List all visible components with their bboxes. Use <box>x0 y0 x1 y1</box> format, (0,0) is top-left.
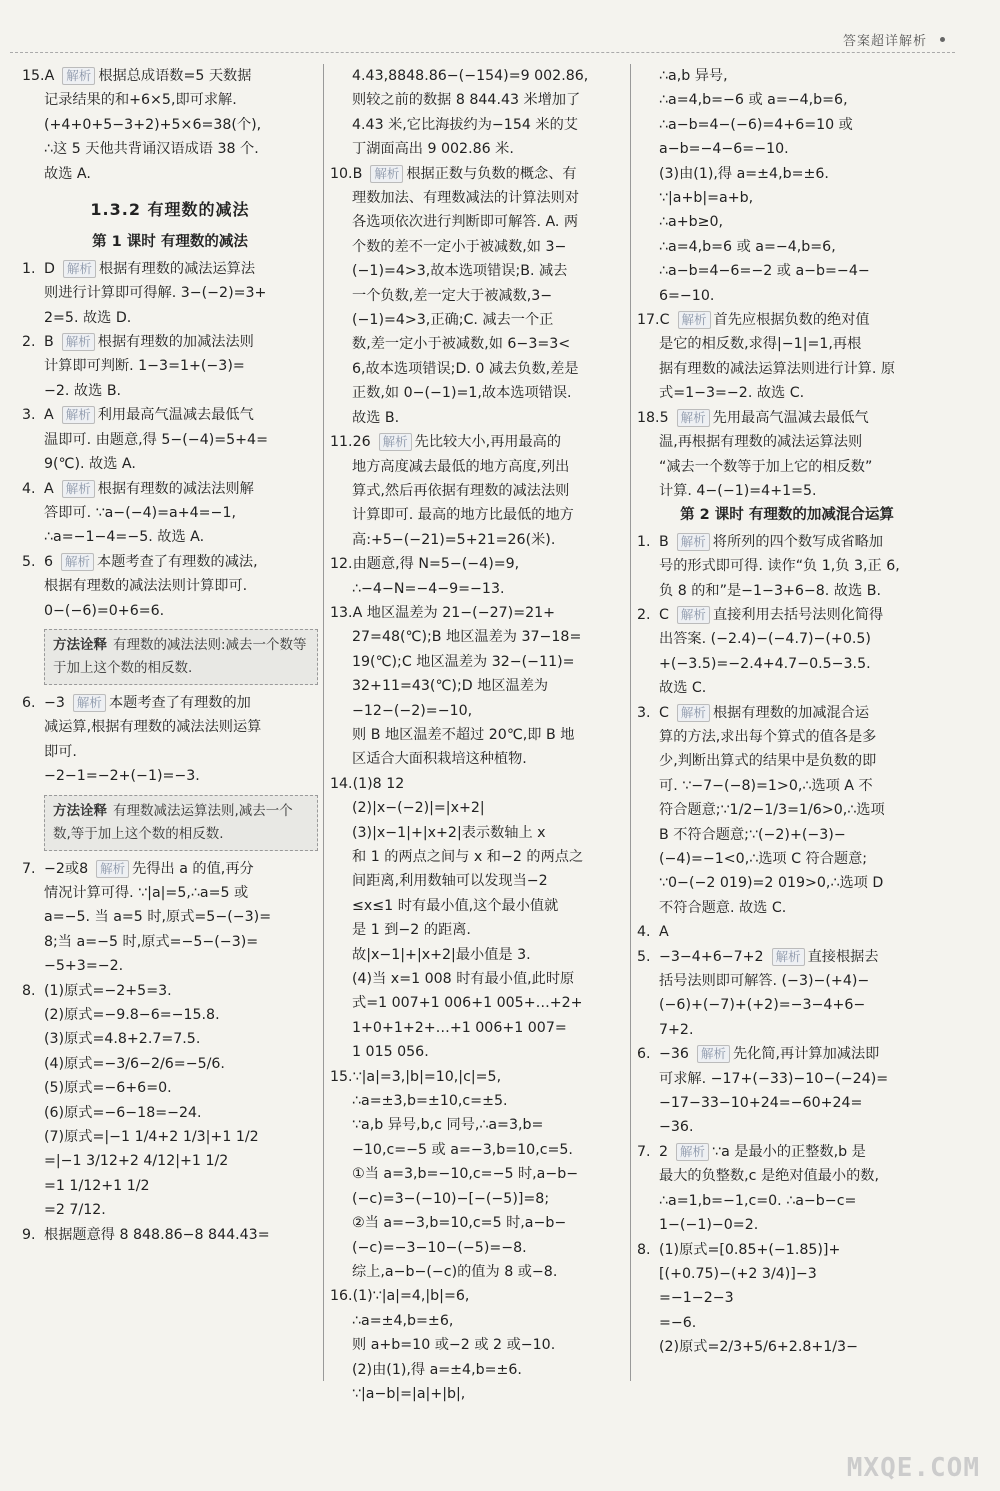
answer-line: 计算即可. 最高的地方比最低的地方 <box>352 507 574 524</box>
answer-text: A 地区温差为 21−(−27)=21+ <box>352 604 556 621</box>
answer-line: 少,判断出算式的结果中是负数的即 <box>659 753 877 770</box>
question-number: 4. <box>22 480 36 497</box>
method-tip <box>44 795 318 851</box>
question-number: 8. <box>22 982 36 999</box>
answer-line: 可. ∵−7−(−8)=1>0,∴选项 A 不 <box>659 777 873 794</box>
answer-line: 温即可. 由题意,得 5−(−4)=5+4= <box>44 431 268 448</box>
answer-line: 0−(−6)=0+6=6. <box>44 602 165 619</box>
answer-line: (7)原式=|−1 1/4+2 1/3|+1 1/2 <box>44 1129 259 1146</box>
question-number: 7. <box>637 1143 651 1160</box>
answer-value: C <box>659 704 669 721</box>
answer-line: 19(℃);C 地区温差为 32−(−11)= <box>352 653 575 670</box>
question-number: 5. <box>637 948 651 965</box>
answer-value: A <box>44 480 54 497</box>
answer-item <box>637 530 937 603</box>
answer-line: 数,差一定小于被减数,如 6−3=3< <box>352 336 571 353</box>
answer-value: −36 <box>659 1046 689 1063</box>
answer-item <box>637 603 937 701</box>
question-number: 1. <box>637 533 651 550</box>
answer-line: 温,再根据有理数的减法运算法则 <box>659 434 863 451</box>
answer-line: 区适合大面积栽培这种植物. <box>352 751 527 768</box>
question-number: 1. <box>22 260 36 277</box>
answer-line: ∵0−(−2 019)=2 019>0,∴选项 D <box>659 875 884 892</box>
question-number: 2. <box>637 606 651 623</box>
answer-line: (−c)=−3−10−(−5)=−8. <box>352 1239 527 1256</box>
answer-text: 直接利用去括号法则化简得 <box>712 606 884 623</box>
answer-line: (2)|x−(−2)|=|x+2| <box>352 800 485 817</box>
answer-line: =−6. <box>659 1314 697 1331</box>
answer-value: C <box>659 312 670 329</box>
answer-line: ∴这 5 天他共背诵汉语成语 38 个. <box>44 141 259 158</box>
answer-text: 根据总成语数=5 天数据 <box>98 68 252 84</box>
answer-line: (2)原式=2/3+5/6+2.8+1/3− <box>659 1339 858 1356</box>
answer-line: ∴a+b≥0, <box>659 214 724 231</box>
question-number: 3. <box>637 704 651 721</box>
answer-line: (3)原式=4.8+2.7=7.5. <box>44 1031 201 1048</box>
method-tip <box>44 629 318 685</box>
answer-value: A <box>44 68 55 84</box>
answer-value: 6 <box>44 553 54 570</box>
answer-item <box>22 477 318 550</box>
answer-line: ∴−4−N=−4−9=−13. <box>352 580 505 597</box>
answer-text: (1)原式=[0.85+(−1.85)]+ <box>659 1241 841 1258</box>
answer-item <box>637 1042 937 1140</box>
answer-line: ∵a,b 异号,b,c 同号,∴a=3,b= <box>352 1117 544 1134</box>
answer-item <box>22 550 318 623</box>
answer-line: ∴a=4,b=6 或 a=−4,b=6, <box>659 238 836 255</box>
answer-line: ②当 a=−3,b=10,c=5 时,a−b− <box>352 1215 567 1232</box>
answer-line: 即可. <box>44 743 77 760</box>
answer-line: 计算即可判断. 1−3=1+(−3)= <box>44 358 245 375</box>
question-number: 8. <box>637 1241 651 1258</box>
answer-text: (1)原式=−2+5=3. <box>44 982 172 999</box>
answer-line: 故选 A. <box>44 165 91 182</box>
answer-line: =|−1 3/12+2 4/12|+1 1/2 <box>44 1153 229 1170</box>
answer-line: “减去一个数等于加上它的相反数” <box>659 458 873 475</box>
question-number: 17. <box>637 312 660 329</box>
answer-line: (4)原式=−3/6−2/6=−5/6. <box>44 1055 225 1072</box>
column-left <box>22 64 318 1247</box>
answer-line: 6=−10. <box>659 287 715 304</box>
column-middle <box>330 64 624 1406</box>
answer-line: (2)由(1),得 a=±4,b=±6. <box>352 1361 522 1378</box>
answer-line: ∴a=±4,b=±6, <box>352 1312 454 1329</box>
answer-line: 故|x−1|+|x+2|最小值是 3. <box>352 946 531 963</box>
question-number: 15. <box>330 1068 353 1085</box>
answer-text: 本题考查了有理数的加 <box>108 694 251 711</box>
answer-item <box>330 772 624 1065</box>
answer-item <box>637 920 937 944</box>
answer-item <box>330 430 624 552</box>
answer-value: A <box>44 407 54 424</box>
answer-line: 负 8 的和”是−1−3+6−8. 故选 B. <box>659 582 881 599</box>
answer-line: =1 1/12+1 1/2 <box>44 1177 150 1194</box>
question-number: 14. <box>330 775 353 792</box>
answer-line: 计算. 4−(−1)=4+1=5. <box>659 482 817 499</box>
answer-text: 先化简,再计算加减法即 <box>732 1046 880 1063</box>
answer-line: 4.43 米,它比海拔约为−154 米的艾 <box>352 116 578 133</box>
question-number: 13. <box>330 604 353 621</box>
analysis-tag: 解析 <box>62 333 95 351</box>
answer-text: 4.43,8848.86−(−154)=9 002.86, <box>352 68 589 84</box>
answer-item <box>330 64 624 162</box>
question-number: 15. <box>22 68 45 84</box>
lesson-title: 第 2 课时 有理数的加减混合运算 <box>680 507 894 524</box>
answer-line: a=−5. 当 a=5 时,原式=5−(−3)= <box>44 909 272 926</box>
answer-text: ∵a 是最小的正整数,b 是 <box>712 1143 866 1160</box>
answer-line: ∴a=±3,b=±10,c=±5. <box>352 1093 508 1110</box>
answer-line: (−1)=4>3,正确;C. 减去一个正 <box>352 312 554 329</box>
answer-value: 26 <box>352 434 371 451</box>
answer-item <box>22 403 318 476</box>
answer-value: −3−4+6−7+2 <box>659 948 764 965</box>
answer-line: 不符合题意. 故选 C. <box>659 899 787 916</box>
answer-line: −36. <box>659 1119 694 1136</box>
answer-line: 可求解. −17+(−33)−10−(−24)= <box>659 1070 889 1087</box>
answer-line: 记录结果的和+6×5,即可求解. <box>44 92 237 109</box>
question-number: 10. <box>330 165 353 182</box>
answer-item <box>22 1223 318 1247</box>
answer-list <box>22 257 318 623</box>
answer-line: 则进行计算即可得解. 3−(−2)=3+ <box>44 285 267 302</box>
answer-line: 情况计算可得. ∵|a|=5,∴a=5 或 <box>44 884 249 901</box>
answer-line: 正数,如 0−(−1)=1,故本选项错误. <box>352 385 572 402</box>
answer-line: 地方高度减去最低的地方高度,列出 <box>352 458 570 475</box>
answer-item <box>22 257 318 330</box>
analysis-tag: 解析 <box>677 409 710 427</box>
answer-line: 根据有理数的减法法则计算即可. <box>44 578 248 595</box>
answer-line: (4)当 x=1 008 时有最小值,此时原 <box>352 971 575 988</box>
answer-line: 理数加法、有理数减法的计算法则对 <box>352 190 580 207</box>
answer-line: 式=1−3=−2. 故选 C. <box>659 385 805 402</box>
analysis-tag: 解析 <box>62 480 95 498</box>
question-number: 2. <box>22 334 36 351</box>
analysis-tag: 解析 <box>62 406 95 424</box>
answer-item <box>330 552 624 601</box>
answer-text: 先得出 a 的值,再分 <box>132 860 254 877</box>
analysis-tag: 解析 <box>772 948 805 966</box>
answer-line: ∵|a−b|=|a|+|b|, <box>352 1385 466 1402</box>
answer-item <box>637 308 937 406</box>
answer-line: 式=1 007+1 006+1 005+…+2+ <box>352 995 583 1012</box>
answer-text: 根据有理数的减法法则解 <box>97 480 254 497</box>
answer-value: −2或8 <box>44 860 89 877</box>
answer-value: 5 <box>659 409 669 426</box>
question-number: 7. <box>22 860 36 877</box>
answer-value: −3 <box>44 694 65 711</box>
answer-line: (−4)=−1<0,∴选项 C 符合题意; <box>659 851 868 867</box>
answer-value: D <box>44 260 55 277</box>
answer-line: 答即可. ∵a−(−4)=a+4=−1, <box>44 504 236 521</box>
answer-line: 2=5. 故选 D. <box>44 309 132 326</box>
answer-item <box>637 64 937 308</box>
answer-item <box>22 979 318 1223</box>
question-number: 12. <box>330 556 353 573</box>
analysis-tag: 解析 <box>370 165 403 183</box>
answer-text: 将所列的四个数写成省略加 <box>712 533 884 550</box>
answer-item <box>330 1284 624 1406</box>
tip-text: 有理数减法运算法则,减去一个数,等于加上这个数的相反数. <box>53 802 293 842</box>
answer-item <box>22 64 318 186</box>
answer-line: ∴a−b=4−6=−2 或 a−b=−4− <box>659 263 870 280</box>
answer-item <box>637 945 937 1043</box>
answer-line: 是 1 到−2 的距离. <box>352 922 471 939</box>
answer-line: B 不符合题意;∵(−2)+(−3)− <box>659 826 846 843</box>
answer-line: 最大的负整数,c 是绝对值最小的数, <box>659 1168 879 1185</box>
answer-value: C <box>659 606 669 623</box>
answer-line: 据有理数的减法运算法则进行计算. 原 <box>659 360 896 377</box>
answer-line: (−1)=4>3,故本选项错误;B. 减去 <box>352 263 568 280</box>
analysis-tag: 解析 <box>61 553 94 571</box>
answer-line: 丁湖面高出 9 002.86 米. <box>352 141 514 158</box>
lesson-title: 第 1 课时 有理数的减法 <box>92 234 248 251</box>
answer-line: 8;当 a=−5 时,原式=−5−(−3)= <box>44 933 259 950</box>
answer-text: 本题考查了有理数的减法, <box>97 553 258 570</box>
tip-label: 方法诠释 <box>53 636 107 653</box>
question-number: 9. <box>22 1226 36 1243</box>
answer-text: 先比较大小,再用最高的 <box>414 434 562 451</box>
answer-line: +(−3.5)=−2.4+4.7−0.5−3.5. <box>659 655 871 672</box>
answer-line: −10,c=−5 或 a=−3,b=10,c=5. <box>352 1141 573 1158</box>
answer-line: 各选项依次进行判断即可解答. A. 两 <box>352 214 579 231</box>
answer-text: 根据正数与负数的概念、有 <box>406 165 577 182</box>
answer-line: (−c)=3−(−10)−[−(−5)]=8; <box>352 1190 550 1207</box>
answer-item <box>637 1238 937 1360</box>
section-title: 1.3.2 有理数的减法 <box>90 200 250 220</box>
answer-list <box>330 64 624 1406</box>
answer-line: ∴a=−1−4=−5. 故选 A. <box>44 529 205 546</box>
analysis-tag: 解析 <box>62 67 95 85</box>
analysis-tag: 解析 <box>96 860 129 878</box>
answer-text: 先用最高气温减去最低气 <box>712 409 869 426</box>
answer-list <box>22 857 318 1248</box>
answer-text: ∵|a|=3,|b|=10,|c|=5, <box>352 1068 502 1085</box>
answer-line: 个数的差不一定小于被减数,如 3− <box>352 238 567 255</box>
question-number: 5. <box>22 553 36 570</box>
answer-item <box>637 1140 937 1238</box>
answer-item <box>637 701 937 921</box>
analysis-tag: 解析 <box>677 533 710 551</box>
answer-line: (+4+0+5−3+2)+5×6=38(个), <box>44 116 262 133</box>
page-header <box>10 28 955 53</box>
answer-line: ∴a=4,b=−6 或 a=−4,b=6, <box>659 92 848 109</box>
answer-item <box>637 406 937 504</box>
answer-list <box>637 64 937 503</box>
answer-line: ∴a−b=4−(−6)=4+6=10 或 <box>659 116 853 133</box>
answer-line: ∵|a+b|=a+b, <box>659 190 754 207</box>
answer-line: =2 7/12. <box>44 1202 106 1219</box>
answer-text: 根据有理数的减法运算法 <box>98 260 256 277</box>
answer-line: ≤x≤1 时有最小值,这个最小值就 <box>352 897 559 914</box>
question-number: 11. <box>330 434 353 451</box>
answer-text: 利用最高气温减去最低气 <box>97 407 254 424</box>
analysis-tag: 解析 <box>73 694 106 712</box>
answer-line: 出答案. (−2.4)−(−4.7)−(+0.5) <box>659 631 871 648</box>
question-number: 4. <box>637 924 651 941</box>
answer-text: 由题意,得 N=5−(−4)=9, <box>352 556 520 573</box>
answer-line: (6)原式=−6−18=−24. <box>44 1104 202 1121</box>
answer-line: −2−1=−2+(−1)=−3. <box>44 768 200 785</box>
answer-line: 高:+5−(−21)=5+21=26(米). <box>352 531 556 548</box>
answer-value: A <box>659 924 669 941</box>
answer-text: 根据有理数的加减混合运 <box>712 704 870 721</box>
answer-line: [(+0.75)−(+2 3/4)]−3 <box>659 1265 817 1282</box>
answer-value: 2 <box>659 1143 669 1160</box>
analysis-tag: 解析 <box>379 433 412 451</box>
tip-text: 有理数的减法法则:减去一个数等于加上这个数的相反数. <box>53 636 307 676</box>
analysis-tag: 解析 <box>677 704 710 722</box>
answer-line: 1 015 056. <box>352 1044 429 1061</box>
answer-item <box>22 330 318 403</box>
answer-item <box>330 1065 624 1285</box>
answer-line: 号的形式即可得. 读作“负 1,负 3,正 6, <box>659 558 900 575</box>
answer-value: B <box>44 334 54 351</box>
answer-line: 则较之前的数据 8 844.43 米增加了 <box>352 92 581 109</box>
question-number: 6. <box>22 694 36 711</box>
answer-line: ①当 a=3,b=−10,c=−5 时,a−b− <box>352 1166 579 1183</box>
answer-line: 9(℃). 故选 A. <box>44 456 136 473</box>
question-number: 16. <box>330 1288 353 1305</box>
answer-value: B <box>659 533 669 550</box>
answer-line: (3)由(1),得 a=±4,b=±6. <box>659 165 829 182</box>
answer-line: 一个负数,差一定大于被减数,3− <box>352 287 553 304</box>
answer-list <box>22 64 318 186</box>
bullet-icon <box>940 37 945 42</box>
answer-line: −12−(−2)=−10, <box>352 702 473 719</box>
answer-line: 则 B 地区温差不超过 20℃,即 B 地 <box>352 726 575 743</box>
answer-item <box>22 691 318 789</box>
tip-label: 方法诠释 <box>53 802 107 819</box>
question-number: 3. <box>22 407 36 424</box>
answer-line: 括号法则即可解答. (−3)−(+4)− <box>659 973 870 990</box>
answer-line: ∴a=1,b=−1,c=0. ∴a−b−c= <box>659 1192 857 1209</box>
answer-list <box>637 530 937 1360</box>
answer-line: 综上,a−b−(−c)的值为 8 或−8. <box>352 1263 558 1280</box>
answer-text: 根据有理数的加减法法则 <box>97 334 254 351</box>
column-divider <box>630 64 631 1381</box>
answer-item <box>330 162 624 430</box>
answer-line: 故选 B. <box>352 409 400 426</box>
answer-text: 首先应根据负数的绝对值 <box>713 312 870 329</box>
answer-line: a−b=−4−6=−10. <box>659 141 789 158</box>
answer-item <box>330 601 624 772</box>
answer-line: =−1−2−3 <box>659 1290 734 1307</box>
answer-line: 32+11=43(℃);D 地区温差为 <box>352 678 549 695</box>
analysis-tag: 解析 <box>697 1045 730 1063</box>
answer-text: ∴a,b 异号, <box>659 68 728 84</box>
analysis-tag: 解析 <box>678 311 711 329</box>
answer-line: 是它的相反数,求得|−1|=1,再根 <box>659 336 862 353</box>
answer-line: 7+2. <box>659 1021 694 1038</box>
analysis-tag: 解析 <box>63 260 96 278</box>
answer-line: 27=48(℃);B 地区温差为 37−18= <box>352 629 582 646</box>
answer-text: 直接根据去 <box>807 948 879 965</box>
analysis-tag: 解析 <box>676 1143 709 1161</box>
analysis-tag: 解析 <box>677 606 710 624</box>
answer-line: 算式,然后再依据有理数的减法法则 <box>352 482 570 499</box>
answer-line: 1+0+1+2+…+1 006+1 007= <box>352 1019 567 1036</box>
answer-line: (−6)+(−7)+(+2)=−3−4+6− <box>659 997 866 1014</box>
answer-line: 符合题意;∵1/2−1/3=1/6>0,∴选项 <box>659 802 885 819</box>
answer-list <box>22 691 318 789</box>
answer-line: (2)原式=−9.8−6=−15.8. <box>44 1007 220 1023</box>
answer-line: 减运算,根据有理数的减法法则运算 <box>44 719 262 736</box>
answer-value: B <box>352 165 363 182</box>
column-right <box>637 64 937 1360</box>
answer-line: 故选 C. <box>659 680 707 697</box>
site-watermark: MXQE.COM <box>846 1453 980 1483</box>
answer-line: (3)|x−1|+|x+2|表示数轴上 x <box>352 824 546 841</box>
answer-text: 根据题意得 8 848.86−8 844.43= <box>44 1226 270 1243</box>
answer-line: (5)原式=−6+6=0. <box>44 1080 172 1097</box>
header-title: 答案超详解析 <box>842 34 927 49</box>
answer-line: 6,故本选项错误;D. 0 减去负数,差是 <box>352 360 579 377</box>
answer-line: 间距离,利用数轴可以发现当−2 <box>352 873 548 890</box>
answer-line: −5+3=−2. <box>44 958 124 975</box>
answer-text: (1)∵|a|=4,|b|=6, <box>352 1288 470 1305</box>
answer-line: −2. 故选 B. <box>44 382 122 399</box>
answer-line: −17−33−10+24=−60+24= <box>659 1095 863 1112</box>
question-number: 6. <box>637 1046 651 1063</box>
answer-line: 和 1 的两点之间与 x 和−2 的两点之 <box>352 849 584 865</box>
answer-item <box>22 857 318 979</box>
question-number: 18. <box>637 409 660 426</box>
answer-line: 1−(−1)−0=2. <box>659 1217 759 1234</box>
answer-line: 则 a+b=10 或−2 或 2 或−10. <box>352 1337 556 1354</box>
answer-text: (1)8 12 <box>352 775 405 792</box>
column-divider <box>323 64 324 1381</box>
answer-line: 算的方法,求出每个算式的值各是多 <box>659 728 877 745</box>
